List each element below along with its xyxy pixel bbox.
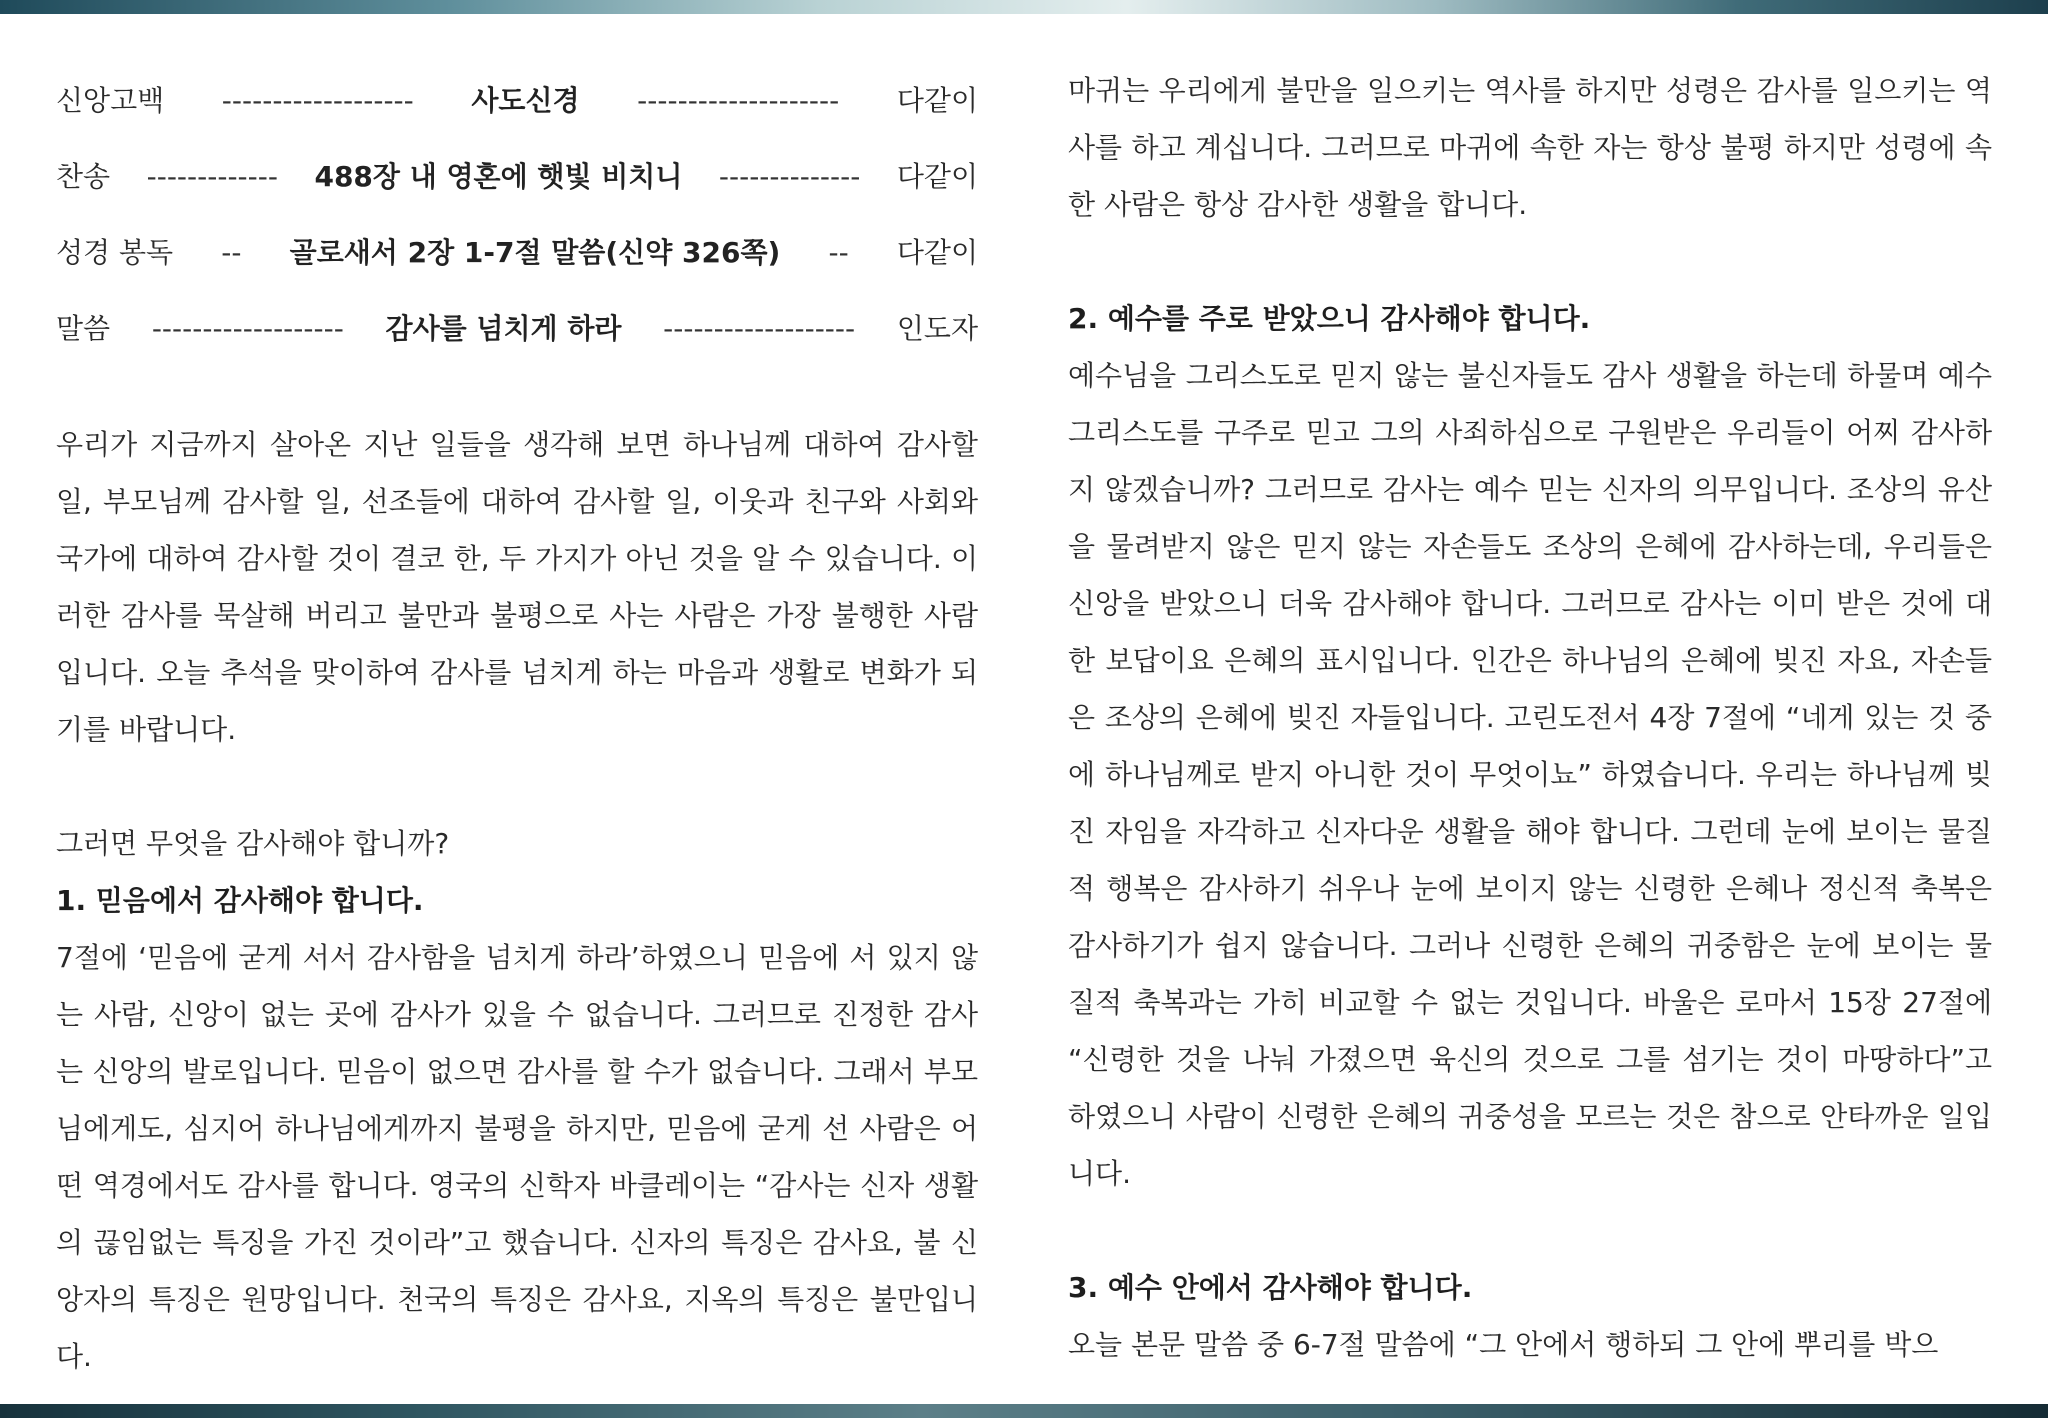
order-dash: ------------- xyxy=(146,159,278,193)
order-label: 성경 봉독 xyxy=(56,235,174,269)
order-dash: ------------------- xyxy=(221,83,414,117)
order-row-creed xyxy=(56,62,978,138)
order-dash: ------------------- xyxy=(151,311,344,345)
section-heading-1: 1. 믿음에서 감사해야 합니다. xyxy=(56,884,424,917)
order-dash: -- xyxy=(828,235,849,269)
order-item: 감사를 넘치게 하라 xyxy=(385,311,622,345)
order-performer: 다같이 xyxy=(896,159,978,193)
left-column xyxy=(56,62,978,1385)
order-label: 신앙고백 xyxy=(56,83,165,117)
order-label: 찬송 xyxy=(56,159,111,193)
order-row-sermon xyxy=(56,290,978,366)
order-performer: 다같이 xyxy=(896,83,979,117)
order-row-hymn xyxy=(56,138,978,214)
section-heading-2: 2. 예수를 주로 받았으니 감사해야 합니다. xyxy=(1068,302,1591,335)
right-column xyxy=(1068,62,1992,1373)
top-decorative-band xyxy=(0,0,2048,14)
order-dash: -------------- xyxy=(718,159,861,193)
section-paragraph-2: 예수님을 그리스도로 믿지 않는 불신자들도 감사 생활을 하는데 하물며 예수 그리스도를 구주로 믿고 그의 사죄하심으로 구원받은 우리들이 어찌 감사하지 않겠습니까? 그러므로 감사는 예수 믿는 신자의 의무입니다. 조상의 유산을 물려받지 않은 믿지 않는 자손들도 조상의 은혜에 감사하는데, 우리들은 신앙을 받았으니 더욱 감사해야 합니다. 그러므로 감사는 이미 받은 것에 대한 보답이요 은혜의 표시입니다. 인간은 하나님의 은혜에 빚진 자요, 자손들은 조상의 은혜에 빚진 자들입니다. 고린도전서 4장 7절에 “네게 있는 것 중에 하나님께로 받지 아니한 것이 무엇이뇨” 하였습니다. 우리는 하나님께 빚진 자임을 자각하고 신자다운 생활을 해야 합니다. 그런데 눈에 보이는 물질적 행복은 감사하기 쉬우나 눈에 보이지 않는 신령한 은혜나 정신적 축복은 감사하기가 쉽지 않습니다. 그러나 신령한 은혜의 귀중함은 눈에 보이는 물질적 축복과는 가히 비교할 수 없는 것입니다. 바울은 로마서 15장 27절에 “신령한 것을 나눠 가졌으면 육신의 것으로 그를 섬기는 것이 마땅하다”고 하였으니 사람이 신령한 은혜의 귀중성을 모르는 것은 참으로 안타까운 일입니다. xyxy=(1068,359,1992,1190)
order-performer: 다같이 xyxy=(896,235,979,269)
order-performer: 인도자 xyxy=(896,311,978,345)
order-row-scripture xyxy=(56,214,978,290)
continued-paragraph: 마귀는 우리에게 불만을 일으키는 역사를 하지만 성령은 감사를 일으키는 역사를 하고 계십니다. 그러므로 마귀에 속한 자는 항상 불평 하지만 성령에 속한 사람은 항상 감사한 생활을 합니다. xyxy=(1068,74,1992,221)
order-dash: -------------------- xyxy=(637,83,840,117)
order-item: 488장 내 영혼에 햇빛 비치니 xyxy=(314,159,683,193)
order-item: 골로새서 2장 1-7절 말씀(신약 326쪽) xyxy=(289,235,781,269)
order-dash: ------------------- xyxy=(663,311,856,345)
order-item: 사도신경 xyxy=(471,83,580,117)
order-dash: -- xyxy=(221,235,242,269)
question-line: 그러면 무엇을 감사해야 합니까? xyxy=(56,827,450,860)
intro-paragraph: 우리가 지금까지 살아온 지난 일들을 생각해 보면 하나님께 대하여 감사할 일, 부모님께 감사할 일, 선조들에 대하여 감사할 일, 이웃과 친구와 사회와 국가에 대하여 감사할 것이 결코 한, 두 가지가 아닌 것을 알 수 있습니다. 이러한 감사를 묵살해 버리고 불만과 불평으로 사는 사람은 가장 불행한 사람입니다. 오늘 추석을 맞이하여 감사를 넘치게 하는 마음과 생활로 변화가 되기를 바랍니다. xyxy=(56,428,978,746)
section-paragraph-1: 7절에 ‘믿음에 굳게 서서 감사함을 넘치게 하라’하였으니 믿음에 서 있지 않는 사람, 신앙이 없는 곳에 감사가 있을 수 없습니다. 그러므로 진정한 감사는 신앙의 발로입니다. 믿음이 없으면 감사를 할 수가 없습니다. 그래서 부모님에게도, 심지어 하나님에게까지 불평을 하지만, 믿음에 굳게 선 사람은 어떤 역경에서도 감사를 합니다. 영국의 신학자 바클레이는 “감사는 신자 생활의 끊임없는 특징을 가진 것이라”고 했습니다. 신자의 특징은 감사요, 불 신앙자의 특징은 원망입니다. 천국의 특징은 감사요, 지옥의 특징은 불만입니다. xyxy=(56,941,978,1373)
section-paragraph-3: 오늘 본문 말씀 중 6-7절 말씀에 “그 안에서 행하되 그 안에 뿌리를 박으 xyxy=(1068,1328,1939,1361)
order-label: 말씀 xyxy=(56,311,111,345)
bottom-decorative-band xyxy=(0,1404,2048,1418)
section-heading-3: 3. 예수 안에서 감사해야 합니다. xyxy=(1068,1271,1473,1304)
